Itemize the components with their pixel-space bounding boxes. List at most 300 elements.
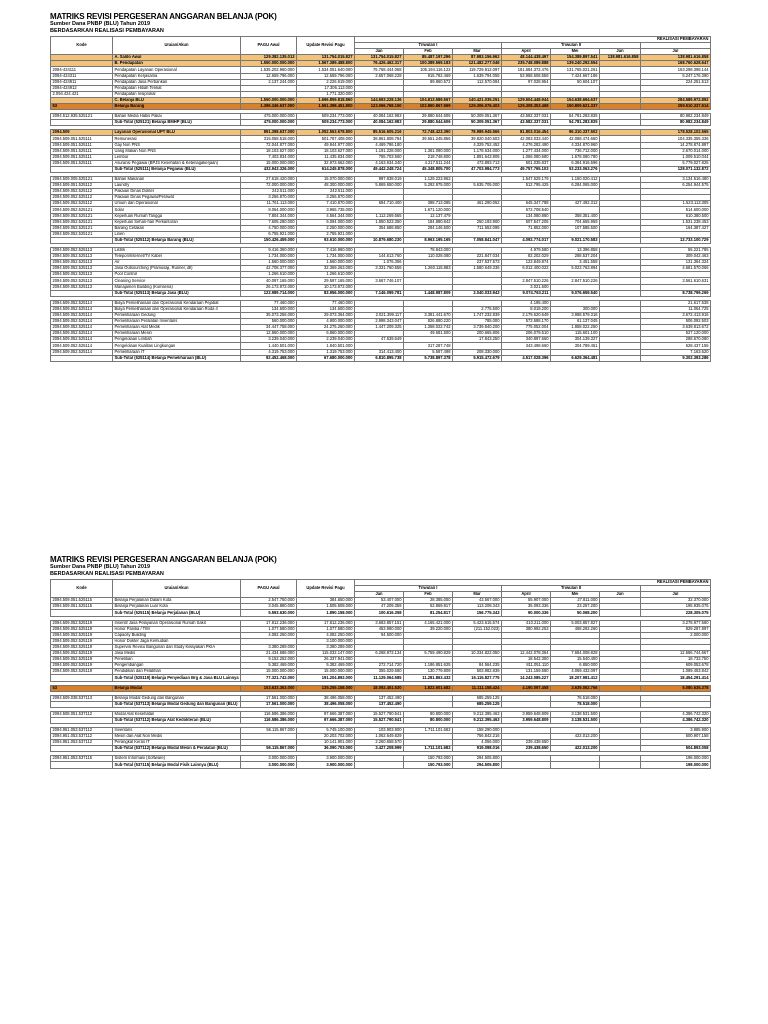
- cell-update-pagu: 131.754.015.827: [297, 55, 355, 61]
- cell-uraian: Biaya Pemeliharaan dan Operasional Kendaraan Pejabat: [113, 300, 241, 306]
- cell-jan: 11.129.064.585: [355, 675, 404, 681]
- cell-apr: 3.959.648.809: [502, 717, 551, 723]
- cell-mei: 468.292.260: [551, 626, 600, 632]
- cell-uraian: Pendapatan resiprokal: [113, 91, 241, 97]
- cell-update-pagu: 135.255.158.000: [297, 685, 355, 691]
- cell-update-pagu: 1.567.389.488.800: [297, 61, 355, 67]
- cell-feb: 1.358.022.742: [404, 325, 453, 331]
- cell-update-pagu: 509.234.773.000: [297, 120, 355, 126]
- cell-update-pagu: 5.382.469.000: [297, 663, 355, 669]
- cell-mar: 785.000: [453, 319, 502, 325]
- cell-uraian: Jasa Medis: [113, 651, 241, 657]
- cell-update-pagu: 509.234.773.000: [297, 114, 355, 120]
- cell-update-pagu: 1.077.580.000: [297, 626, 355, 632]
- cell-mar: 112.570.084: [453, 79, 502, 85]
- cell-uraian: Mesin dan Alat Non Medis: [113, 734, 241, 740]
- cell-uraian: Bahan Makanan: [113, 176, 241, 182]
- cell-jan: 2.657.068.228: [355, 73, 404, 79]
- cell-pagu-awal: 1.440.501.000: [241, 343, 297, 349]
- cell-jan: 2.021.399.117: [355, 312, 404, 318]
- cell-uraian: Pemeliharaan Mesin: [113, 331, 241, 337]
- cell-uraian: Sub-Total (525119) Belanja Penyediaan Brg & Jasa BLU Lainnya: [114, 674, 239, 680]
- cell-pagu-awal: 134.600.000: [241, 306, 297, 312]
- cell-uraian: Solar: [113, 207, 241, 213]
- cell-update-pagu: 614.245.878.000: [297, 166, 355, 172]
- cell-pagu-awal: 26.173.972.000: [241, 284, 297, 290]
- cell-feb: 52.869.817: [404, 604, 453, 610]
- cell-jan: 137.452.490: [355, 701, 404, 707]
- cell-update-pagu: 1.319.753.000: [297, 349, 355, 355]
- cell-mei: 154.638.694.637: [551, 97, 600, 103]
- cell-jul: 3.278.977.580: [641, 620, 711, 626]
- cell-mei: 6.850.000: [551, 663, 600, 669]
- cell-uraian: Sub-Total (525113) Belanja Jasa (BLU): [113, 290, 241, 296]
- cell-pagu-awal: 122.989.714.000: [241, 290, 297, 296]
- cell-apr: 1.066.080.680: [502, 154, 551, 160]
- cell-apr: 380.992.253: [502, 626, 551, 632]
- report-basis: BERDASARKAN REALISASI PEMBAYARAN: [50, 571, 164, 577]
- cell-jul: 284.589.972.892: [641, 97, 711, 103]
- cell-mei: 3.988.579.316: [551, 312, 600, 318]
- col-header-update: Update Revisi Pagu: [297, 37, 355, 55]
- cell-apr: 507.547.205: [502, 219, 551, 225]
- cell-update-pagu: 48.300.000.000: [297, 183, 355, 189]
- cell-apr: 2.179.620.649: [502, 312, 551, 318]
- cell-apr: 1.277.434.000: [502, 148, 551, 154]
- cell-kode: 2094-424912: [51, 85, 113, 91]
- cell-jun: 138.981.616.858: [600, 55, 641, 61]
- cell-apr: 129.504.448.944: [502, 97, 551, 103]
- cell-uraian: Pendapatan Hibah Terikat: [113, 85, 241, 91]
- cell-jul: 195.935.075: [641, 604, 711, 610]
- cell-jan: 100.616.358: [355, 610, 404, 616]
- cell-update-pagu: 97.666.387.000: [297, 711, 355, 717]
- cell-apr: 340.897.660: [502, 337, 551, 343]
- cell-uraian: Sub-Total (525112) Belanja Barang (BLU): [113, 237, 241, 243]
- subtotal-row: [51, 762, 711, 768]
- cell-pagu-awal: 7.804.344.000: [241, 213, 297, 219]
- cell-uraian: Cleaning Service: [113, 278, 241, 284]
- cell-uraian: Supervisi Revisu Bangunan dan Study Kelayakan PKIA: [113, 644, 241, 650]
- cell-feb: 5.738.897.378: [404, 355, 453, 361]
- cell-mei: 4.069.432.097: [551, 669, 600, 675]
- cell-apr: 43.582.337.031: [502, 114, 551, 120]
- cell-jul: 18.733.750: [641, 657, 711, 663]
- cell-uraian: Pendidikan dan Pelatihan: [113, 669, 241, 675]
- cell-feb: 39.651.245.856: [404, 136, 453, 142]
- cell-jul: 1.089.453.842: [641, 669, 711, 675]
- cell-jan: 1.112.269.565: [355, 213, 404, 219]
- cell-mei: 54.781.283.835: [551, 120, 600, 126]
- report-page-2: [50, 555, 710, 769]
- cell-jan: 272.714.720: [355, 663, 404, 669]
- cell-apr: 125.308.353.468: [502, 104, 551, 110]
- cell-mar: 84.564.235: [453, 663, 502, 669]
- cell-update-pagu: 7.416.960.000: [297, 248, 355, 254]
- cell-mar: 39.820.040.603: [453, 136, 502, 142]
- cell-kode: 2094.509.052.525114: [51, 349, 113, 355]
- cell-mei: 3.451.558: [551, 260, 600, 266]
- cell-kode: 2.094.424.421: [51, 91, 113, 97]
- cell-feb: 80.800.000: [404, 711, 453, 717]
- cell-apr: 512.795.425: [502, 183, 551, 189]
- cell-apr: 4.276.282.490: [502, 142, 551, 148]
- cell-mar: 3.739.840.200: [453, 325, 502, 331]
- cell-mei: 3.138.531.500: [551, 717, 600, 723]
- cell-feb: 45.348.805.700: [404, 166, 453, 172]
- cell-update-pagu: 15.000.000.000: [297, 669, 355, 675]
- col-header-jul: Jul: [641, 592, 711, 598]
- cell-uraian: Sub-Total (525111) Belanja Pegawai (BLU): [113, 166, 241, 172]
- cell-update-pagu: 6.094.000.000: [297, 219, 355, 225]
- cell-feb: 100.389.569.183: [404, 61, 453, 67]
- cell-jul: 3.561.610.631: [641, 278, 711, 284]
- cell-jul: 628.437.155: [641, 343, 711, 349]
- col-header-realisasi: REALISASI PEMBAYARAN: [355, 580, 711, 586]
- cell-feb: 317.287.748: [404, 343, 453, 349]
- cell-pagu-awal: 77.460.000: [241, 300, 297, 306]
- cell-jan: 103.903.800: [355, 727, 404, 733]
- cell-jul: 2.000.000: [641, 632, 711, 638]
- cell-mar: 10.334.822.050: [453, 651, 502, 657]
- cell-mar: 119.729.912.097: [453, 67, 502, 73]
- cell-apr: 181.684.372.476: [502, 67, 551, 73]
- cell-jul: 224.251.513: [641, 79, 711, 85]
- cell-mar: 11.111.158.424: [453, 685, 502, 691]
- cell-apr: 645.347.788: [502, 201, 551, 207]
- cell-kode: 2094.509.052.525114: [51, 331, 113, 337]
- cell-kode: 2094.951.053.537112: [51, 740, 113, 746]
- cell-update-pagu: 83.956.000.000: [297, 290, 355, 296]
- cell-feb: 150.793.000: [404, 756, 453, 762]
- cell-jul: 4.386.742.320: [641, 717, 711, 723]
- col-header-kode: Kode: [51, 37, 113, 55]
- cell-pagu-awal: 72.044.877.000: [241, 142, 297, 148]
- cell-feb: 11.281.863.432: [404, 675, 453, 681]
- cell-update-pagu: 1.696.859.818.860: [297, 97, 355, 103]
- cell-pagu-awal: 1.550.000.000.000: [241, 97, 297, 103]
- cell-mar: 1.747.232.839: [453, 312, 502, 318]
- cell-apr: 8.019.200: [502, 306, 551, 312]
- cell-kode: 2094.509.052.525119: [51, 651, 113, 657]
- cell-jan: 1.076.356: [355, 260, 404, 266]
- cell-kode: 2094.509.052.525119: [51, 657, 113, 663]
- cell-apr: 9.074.763.211: [502, 290, 551, 296]
- cell-update-pagu: 17.306.113.000: [297, 85, 355, 91]
- cell-mar: (211.152.023): [453, 626, 502, 632]
- cell-pagu-awal: 242.511.000: [241, 189, 297, 195]
- cell-mei: 53.233.063.276: [551, 166, 600, 172]
- cell-feb: 915.782.469: [404, 73, 453, 79]
- cell-mei: 50.604.107: [551, 79, 600, 85]
- cell-update-pagu: 32.369.263.000: [297, 266, 355, 272]
- cell-jul: 527.120.000: [641, 331, 711, 337]
- cell-kode: 2094.951.053.537112: [51, 727, 113, 733]
- cell-apr: 775.052.004: [502, 325, 551, 331]
- cell-uraian: Inventaris: [113, 727, 241, 733]
- cell-jan: 123.066.768.150: [355, 104, 404, 110]
- col-header-tw1: Triwulan I: [355, 586, 502, 592]
- cell-apr: 2.847.510.226: [502, 278, 551, 284]
- cell-update-pagu: 5.745.100.000: [297, 727, 355, 733]
- cell-feb: 80.800.000: [404, 717, 453, 723]
- cell-jan: 94.500.000: [355, 632, 404, 638]
- cell-pagu-awal: 9.152.252.000: [241, 657, 297, 663]
- cell-feb: 78.843.000: [404, 248, 453, 254]
- cell-feb: 110.028.080: [404, 254, 453, 260]
- report-title: MATRIKS REVISI PERGESERAN ANGGARAN BELANJA (POK): [50, 555, 277, 564]
- cell-kode: 2094.509.052.525113: [51, 284, 113, 290]
- cell-uraian: Sub-Total (525115) Belanja Perjalanan (BLU): [113, 610, 241, 616]
- cell-apr: 81.803.016.454: [502, 130, 551, 136]
- col-header-tw1: Triwulan I: [355, 43, 502, 49]
- cell-update-pagu: 3.100.000.000: [297, 638, 355, 644]
- cell-uraian: Belanja Barang: [113, 104, 241, 110]
- cell-uraian: Uang Makan Non PNS: [113, 148, 241, 154]
- cell-uraian: Belanja Perjalanan Dalam Kota: [113, 598, 241, 604]
- cell-mar: 1.639.794.055: [453, 73, 502, 79]
- cell-feb: 1.711.101.682: [404, 746, 453, 752]
- cell-kode: 2094.509.052.525113: [51, 248, 113, 254]
- cell-mei: 7.424.667.186: [551, 73, 600, 79]
- cell-pagu-awal: 9.416.360.000: [241, 248, 297, 254]
- budget-table-body: [51, 55, 711, 361]
- cell-uraian: Perangkat Keras IT: [113, 740, 241, 746]
- cell-apr: 82.202.029: [502, 254, 551, 260]
- cell-uraian: Sub-Total (537112) Belanja Modal Mesin & Peralatan (BLU): [113, 746, 241, 752]
- cell-mei: 422.013.200: [551, 746, 600, 752]
- cell-uraian: Sistem Informasi (Software): [113, 756, 241, 762]
- cell-kode: 2094.509.052.525119: [51, 663, 113, 669]
- cell-apr: 43.582.337.031: [502, 120, 551, 126]
- cell-pagu-awal: 3.239.040.000: [241, 337, 297, 343]
- cell-feb: 1.361.090.000: [404, 148, 453, 154]
- cell-jul: 198.000.000: [641, 756, 711, 762]
- cell-uraian: Belanja Modal Gedung dan Bangunan: [113, 695, 241, 701]
- cell-pagu-awal: 315.058.518.000: [241, 136, 297, 142]
- cell-jul: 8.738.799.269: [641, 290, 711, 296]
- cell-apr: 4.092.774.017: [502, 237, 551, 243]
- cell-mar: 2.040.033.943: [453, 290, 502, 296]
- cell-apr: 97.028.954: [502, 79, 551, 85]
- cell-jul: 504.893.058: [641, 746, 711, 752]
- cell-mei: 304.789.451: [551, 343, 600, 349]
- cell-jan: 997.838.019: [355, 176, 404, 182]
- cell-jul: 610.380.500: [641, 213, 711, 219]
- cell-kode: 2094.509.052.525119: [51, 626, 113, 632]
- cell-pagu-awal: 432.943.326.000: [241, 166, 297, 172]
- cell-uraian: Pakaian Dinas Pegawai/Perawat: [113, 195, 241, 201]
- cell-uraian: Sub-Total (537113) Belanja Modal Gedung dan Bangunan (BLU): [113, 701, 241, 707]
- cell-kode: 2094.509.052.525112: [51, 195, 113, 201]
- cell-update-pagu: 242.511.000: [297, 189, 355, 195]
- cell-apr: 410.211.000: [502, 620, 551, 626]
- cell-uraian: Honor Dokter Jaga Kemudian: [113, 638, 241, 644]
- cell-update-pagu: 2.755.921.000: [297, 231, 355, 237]
- cell-uraian: Keperluan Rumah Tangga: [113, 213, 241, 219]
- cell-update-pagu: 38.496.058.000: [297, 701, 355, 707]
- cell-feb: 3.381.441.670: [404, 312, 453, 318]
- cell-apr: 123.849.874: [502, 260, 551, 266]
- cell-jan: 314.413.400: [355, 349, 404, 355]
- cell-apr: 4.517.028.396: [502, 355, 551, 361]
- cell-update-pagu: 3.965.735.000: [297, 207, 355, 213]
- cell-uraian: Umum dan Operasional: [113, 201, 241, 207]
- cell-kode: 2094.509.052.525114: [51, 312, 113, 318]
- cell-mei: 6.384.916.596: [551, 160, 600, 166]
- cell-jan: 5.869.650.000: [355, 183, 404, 189]
- cell-jul: 32.370.000: [641, 598, 711, 604]
- cell-uraian: A. Saldo Awal: [113, 55, 241, 61]
- cell-jul: 168.760.628.647: [641, 61, 711, 67]
- subtotal-row: [51, 355, 711, 361]
- cell-jul: 514.600.000: [641, 207, 711, 213]
- cell-pagu-awal: 150.426.459.000: [241, 237, 297, 243]
- cell-jan: 755.703.560: [355, 154, 404, 160]
- cell-kode: 2094.509.052.525119: [51, 632, 113, 638]
- cell-jan: 4.163.634.340: [355, 160, 404, 166]
- cell-pagu-awal: 11.761.113.000: [241, 201, 297, 207]
- cell-pagu-awal: 18.103.627.000: [241, 148, 297, 154]
- cell-mar: 1.891.643.805: [453, 154, 502, 160]
- cell-mei: 427.492.312: [551, 201, 600, 207]
- cell-mei: 27.811.000: [551, 598, 600, 604]
- cell-update-pagu: 67.680.000.000: [297, 355, 355, 361]
- cell-update-pagu: 1.734.000.000: [297, 254, 355, 260]
- cell-jan: 40.084.162.983: [355, 114, 404, 120]
- cell-kode: 2094.509.052.525119: [51, 638, 113, 644]
- cell-kode: 2094.509.051.525112: [51, 183, 113, 189]
- cell-feb: 826.880.220: [404, 319, 453, 325]
- budget-table: [50, 36, 711, 362]
- cell-mei: 6.629.364.481: [551, 355, 600, 361]
- cell-jan: 3.683.857.151: [355, 620, 404, 626]
- cell-update-pagu: 24.275.260.000: [297, 325, 355, 331]
- col-header-jun: Jun: [600, 49, 641, 55]
- cell-pagu-awal: 77.321.742.000: [241, 675, 297, 681]
- cell-jan: 75.768.444.068: [355, 67, 404, 73]
- cell-mar: 685.259.125: [453, 695, 502, 701]
- cell-mar: 47.703.984.773: [453, 166, 502, 172]
- cell-kode: 2094.509.052.525121: [51, 219, 113, 225]
- cell-kode: 2094.951.053.537115: [51, 756, 113, 762]
- cell-uraian: Asuransi Pegawai (BPJS Kesehatan & Ketenagakerjaan): [113, 160, 241, 166]
- cell-mar: 1.580.649.336: [453, 266, 502, 272]
- cell-jan: 18.092.451.530: [355, 685, 404, 691]
- cell-mar: 7.058.841.047: [453, 237, 502, 243]
- cell-apr: 811.051.110: [502, 663, 551, 669]
- cell-feb: 29.880.544.606: [404, 120, 453, 126]
- cell-kode: 2094.509.052.525121: [51, 207, 113, 213]
- cell-pagu-awal: 1.266.610.000: [241, 272, 297, 278]
- cell-apr: 131.159.580: [502, 669, 551, 675]
- cell-kode: 2094-424311: [51, 73, 113, 79]
- cell-feb: 218.748.800: [404, 154, 453, 160]
- cell-feb: 29.880.544.606: [404, 114, 453, 120]
- cell-jul: 163.298.398.144: [641, 67, 711, 73]
- cell-pagu-awal: 1.734.000.000: [241, 254, 297, 260]
- cell-uraian: Keperluan Sehari-hari Perkantoran: [113, 219, 241, 225]
- cell-kode: 2094.509.052.525113: [51, 278, 113, 284]
- cell-apr: 573.588.170: [502, 319, 551, 325]
- cell-jul: 1.531.238.453: [641, 219, 711, 225]
- col-header-pagu: PAGU Awal: [241, 580, 297, 598]
- cell-mei: [551, 762, 600, 768]
- cell-update-pagu: 1.052.563.678.800: [297, 130, 355, 136]
- cell-kode: 2094.509.052.525119: [51, 644, 113, 650]
- cell-jul: 288.570.080: [641, 337, 711, 343]
- col-header-feb: Feb: [404, 49, 453, 55]
- col-header-tw2: Triwulan II: [502, 43, 641, 49]
- cell-jul: 55.221.785: [641, 248, 711, 254]
- cell-jul: 3.985.900: [641, 727, 711, 733]
- cell-uraian: Pengelolaan Limbah: [113, 337, 241, 343]
- cell-kode: 2094.509.051.525111: [51, 136, 113, 142]
- cell-kode: 2094.509.052.525114: [51, 306, 113, 312]
- cell-jul: 18.454.291.414: [641, 675, 711, 681]
- cell-pagu-awal: 1.560.000.000: [241, 260, 297, 266]
- cell-mei: 50.068.200: [551, 610, 600, 616]
- cell-jan: 6.268.973.134: [355, 651, 404, 657]
- cell-mei: 107.585.500: [551, 225, 600, 231]
- cell-kode: 2094.509.051.525111: [51, 142, 113, 148]
- cell-mar: 87.983.156.962: [453, 55, 502, 61]
- cell-kode: 2094.509.052.525119: [51, 669, 113, 675]
- cell-jul: 13.733.100.729: [641, 237, 711, 243]
- cell-kode: 2094.509.052.525121: [51, 213, 113, 219]
- cell-kode: [51, 762, 113, 768]
- cell-jan: 1.447.209.325: [355, 325, 404, 331]
- cell-pagu-awal: 1.535.202.960.000: [241, 67, 297, 73]
- cell-pagu-awal: 72.000.000.000: [241, 183, 297, 189]
- cell-jan: 3.427.208.999: [355, 746, 404, 752]
- col-header-jun: Jun: [600, 592, 641, 598]
- cell-update-pagu: 93.610.000.000: [297, 237, 355, 243]
- cell-pagu-awal: 4.319.753.000: [241, 349, 297, 355]
- cell-jul: 829.287.897: [641, 626, 711, 632]
- cell-jun: [600, 355, 641, 361]
- cell-jul: 21.617.538: [641, 300, 711, 306]
- cell-jul: 178.528.102.565: [641, 130, 711, 136]
- cell-mei: 115.601.100: [551, 331, 600, 337]
- cell-jul: 12.586.744.667: [641, 651, 711, 657]
- cell-update-pagu: 1.771.320.000: [297, 91, 355, 97]
- cell-mar: 50.309.051.367: [453, 114, 502, 120]
- cell-jul: 3.639.813.672: [641, 325, 711, 331]
- cell-mei: 422.013.200: [551, 734, 600, 740]
- cell-feb: 284.146.500: [404, 225, 453, 231]
- cell-update-pagu: 3.900.000.000: [297, 762, 355, 768]
- cell-jan: 453.990.000: [355, 626, 404, 632]
- cell-pagu-awal: 4.082.250.000: [241, 632, 297, 638]
- cell-update-pagu: 2.239.040.000: [297, 337, 355, 343]
- cell-apr: 71.852.000: [502, 225, 551, 231]
- report-subtitle: Sumber Dana PNBP (BLU) Tahun 2019: [50, 21, 151, 27]
- cell-jan: 354.688.850: [355, 225, 404, 231]
- cell-mei: 78.518.000: [551, 701, 600, 707]
- cell-mei: 23.257.200: [551, 604, 600, 610]
- cell-update-pagu: 11.435.834.000: [297, 154, 355, 160]
- col-header-mei: Mei: [551, 592, 600, 598]
- cell-uraian: Honor Panitia / TIM: [113, 626, 241, 632]
- cell-kode: 2094.508.051.537112: [51, 711, 113, 717]
- cell-mei: 54.781.283.835: [551, 114, 600, 120]
- cell-uraian: Bahan Media Habis Pakai: [113, 114, 241, 120]
- cell-jul: 2.670.014.000: [641, 148, 711, 154]
- cell-update-pagu: 6.860.000.000: [297, 331, 355, 337]
- cell-mei: 736.712.000: [551, 148, 600, 154]
- cell-update-pagu: 1.534.051.640.000: [297, 67, 355, 73]
